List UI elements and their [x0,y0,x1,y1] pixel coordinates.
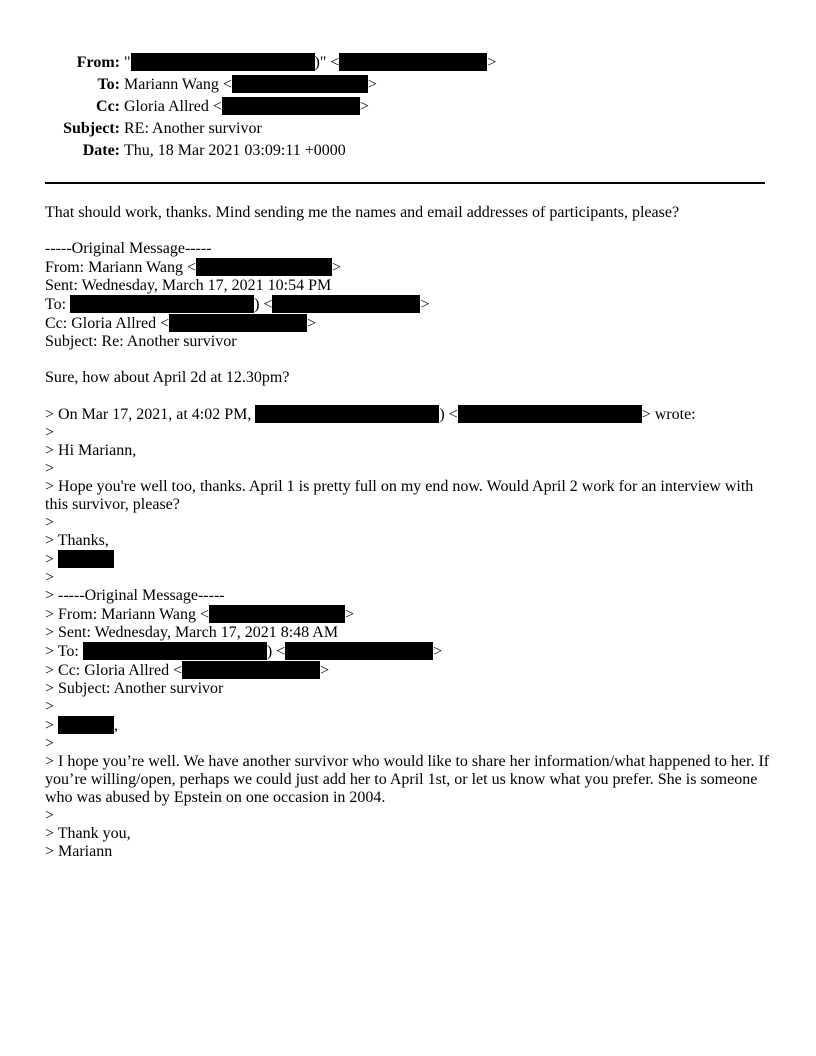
quoted-signoff: > Thanks, [45,532,109,549]
quoted-empty-line: > [45,569,55,586]
date-label: Date: [82,142,120,159]
quoted-thank-you: > Thank you, [45,825,131,842]
quoted-cc-line: > Cc: Gloria Allred < > [45,662,330,679]
original-sent-line: Sent: Wednesday, March 17, 2021 10:54 PM [45,277,332,294]
quoted-empty-line: > [45,424,55,441]
redaction-block [285,642,433,660]
quoted-paragraph: > Hope you're well too, thanks. April 1 is pretty full on my end now. Would April 2 work for an interview with this survivor, please? [45,478,754,513]
cc-label: Cc: [96,98,120,115]
quoted-from-line: > From: Mariann Wang < > [45,606,355,623]
original-message-separator: -----Original Message----- [45,240,212,257]
quoted-body-paragraph: > I hope you’re well. We have another survivor who would like to share her information/what happened to her. If you’re willing/open, perhaps we could just add her to April 1st, or let us know what you prefer. She is someone who was abused by Epstein on one occasion in 2004. [45,753,770,806]
quoted-empty-line: > [45,460,55,477]
quoted-signature-line: > [45,550,775,569]
original-body-text: Sure, how about April 2d at 12.30pm? [45,369,290,386]
quoted-greeting: > Hi Mariann, [45,442,137,459]
redaction-block [255,405,439,423]
original-cc-line: Cc: Gloria Allred < > [45,315,317,332]
redaction-block [339,53,487,71]
original-subject-line: Subject: Re: Another survivor [45,333,237,350]
quoted-empty-line: > [45,807,55,824]
quoted-empty-line: > [45,514,55,531]
redaction-block [58,716,114,734]
redaction-block [131,53,315,71]
original-from-line: From: Mariann Wang < > [45,259,342,276]
reply-text: That should work, thanks. Mind sending me the names and email addresses of participants, please? [45,204,680,221]
subject-value: RE: Another survivor [124,120,262,137]
quoted-subject-line: > Subject: Another survivor [45,680,224,697]
redaction-block [169,314,307,332]
redaction-block [209,605,345,623]
quoted-empty-line: > [45,735,55,752]
redaction-block [222,97,360,115]
to-label: To: [97,76,120,93]
quoted-original-separator: > -----Original Message----- [45,587,225,604]
email-body [45,204,775,861]
header-divider [45,182,765,184]
redaction-block [182,661,320,679]
redaction-block [458,405,642,423]
quoted-empty-line: > [45,698,55,715]
quoted-sent-line: > Sent: Wednesday, March 17, 2021 8:48 AM [45,624,339,641]
redaction-block [232,75,368,93]
quoted-to-line: > To: ) < > [45,643,443,660]
quoted-attribution-line: > On Mar 17, 2021, at 4:02 PM, ) < > wrote: [45,406,696,423]
redaction-block [272,295,420,313]
from-label: From: [76,54,120,71]
quoted-salutation-line: > , [45,717,119,734]
redaction-block [83,642,267,660]
redaction-block [58,550,114,568]
date-value: Thu, 18 Mar 2021 03:09:11 +0000 [124,142,346,159]
quoted-signature-name: > Mariann [45,843,113,860]
redaction-block [70,295,254,313]
redaction-block [196,258,332,276]
original-to-line: To: ) < > [45,296,430,313]
subject-label: Subject: [63,120,120,137]
